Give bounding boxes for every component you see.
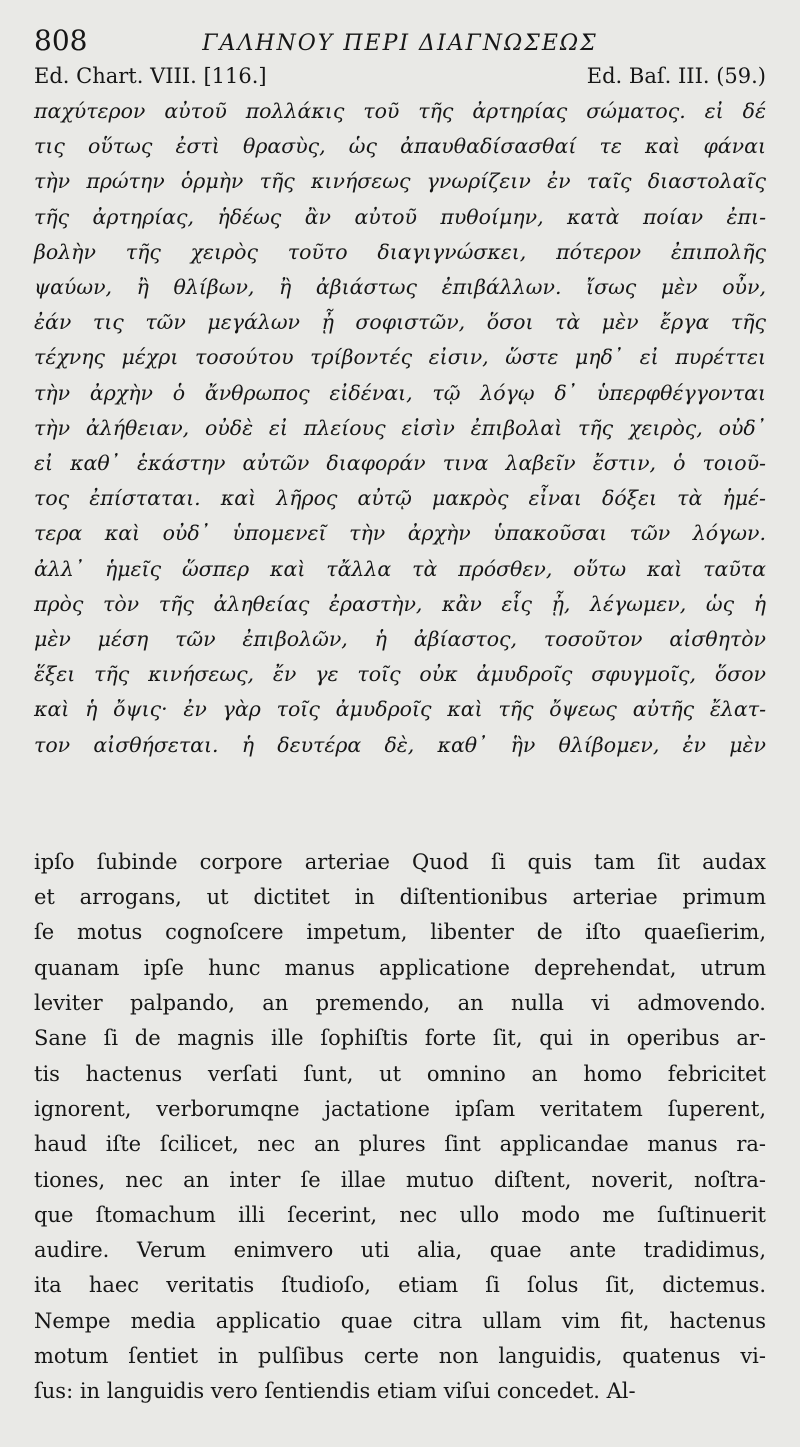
- running-head: [34, 24, 766, 68]
- latin-text-line: quanam ipſe hunc manus applicatione deprehendat, utrum: [34, 955, 766, 980]
- latin-text-line: que ſtomachum illi ſecerint, nec ullo modo me ſuſtinuerit: [34, 1202, 766, 1227]
- greek-text-line: τέχνης μέχρι τοσούτου τρίβοντές εἰσιν, ὥστε μηδ᾽ εἰ πυρέττει: [34, 345, 766, 370]
- greek-text-line: βολὴν τῆς χειρὸς τοῦτο διαγιγνώσκει, πότερον ἐπιπολῆς: [34, 239, 766, 264]
- latin-text-line: ignorent, verborumqne jactatione ipſam veritatem ſuperent,: [34, 1096, 766, 1121]
- greek-text-line: ἐάν τις τῶν μεγάλων ᾖ σοφιστῶν, ὅσοι τὰ μὲν ἔργα τῆς: [34, 310, 766, 335]
- greek-text-line: παχύτερον αὐτοῦ πολλάκις τοῦ τῆς ἀρτηρίας σώματος. εἰ δέ: [34, 99, 766, 123]
- greek-text-line: τον αἰσθήσεται. ἡ δευτέρα δὲ, καθ᾽ ἣν θλίβομεν, ἐν μὲν: [34, 732, 766, 757]
- edition-reference-line: [34, 64, 766, 94]
- latin-text-block: [34, 845, 766, 1410]
- edition-reference-right: Ed. Baſ. III. (59.): [586, 64, 766, 88]
- latin-text-line: haud iſte ſcilicet, nec an plures ſint applicandae manus ra-: [34, 1132, 766, 1157]
- latin-text-line: tis hactenus verſati ſunt, ut omnino an homo febricitet: [34, 1061, 766, 1086]
- greek-text-line: τὴν ἀρχὴν ὁ ἄνθρωπος εἰδέναι, τῷ λόγῳ δ᾽ ὑπερφθέγγονται: [34, 380, 766, 405]
- greek-text-line: ἀλλ᾽ ἡμεῖς ὥσπερ καὶ τἄλλα τὰ πρόσθεν, οὕτω καὶ ταῦτα: [34, 556, 766, 581]
- latin-text-line: ipſo ſubinde corpore arteriae Quod ſi quis tam ſit audax: [34, 849, 766, 874]
- latin-text-line: audire. Verum enimvero uti alia, quae ante tradidimus,: [34, 1238, 766, 1263]
- section-gap: [34, 763, 766, 845]
- greek-text-line: τῆς ἀρτηρίας, ἡδέως ἂν αὐτοῦ πυθοίμην, κατὰ ποίαν ἐπι-: [34, 204, 766, 229]
- latin-text-line: motum ſentiet in pulſibus certe non languidis, quatenus vi-: [34, 1344, 766, 1369]
- greek-text-line: ἕξει τῆς κινήσεως, ἔν γε τοῖς οὐκ ἀμυδροῖς σφυγμοῖς, ὅσον: [34, 662, 766, 687]
- latin-text-line: leviter palpando, an premendo, an nulla vi admovendo.: [34, 991, 766, 1016]
- latin-text-line: et arrogans, ut dictitet in diſtentionibus arteriae primum: [34, 885, 766, 910]
- greek-text-line: τερα καὶ οὐδ᾽ ὑπομενεῖ τὴν ἀρχὴν ὑπακοῦσαι τῶν λόγων.: [34, 521, 766, 546]
- latin-text-line: ſe motus cognoſcere impetum, libenter de iſto quaeſierim,: [34, 920, 766, 945]
- greek-text-line: μὲν μέση τῶν ἐπιβολῶν, ἡ ἀβίαστος, τοσοῦτον αἰσθητὸν: [34, 627, 766, 652]
- latin-text-line: Nempe media applicatio quae citra ullam vim fit, hactenus: [34, 1308, 766, 1333]
- greek-text-block: [34, 94, 766, 763]
- greek-text-line: τος ἐπίσταται. καὶ λῆρος αὐτῷ μακρὸς εἶναι δόξει τὰ ἡμέ-: [34, 486, 766, 511]
- latin-text-line: ſus: in languidis vero ſentiendis etiam viſui concedet. Al-: [34, 1379, 636, 1404]
- edition-reference-left: Ed. Chart. VIII. [116.]: [34, 64, 267, 88]
- page-number: 808: [34, 24, 88, 57]
- greek-text-line: τις οὕτως ἐστὶ θρασὺς, ὡς ἀπαυθαδίσασθαί τε καὶ φάναι: [34, 134, 766, 159]
- latin-text-line: tiones, nec an inter ſe illae mutuo diſtent, noverit, noſtra-: [34, 1167, 766, 1192]
- greek-text-line: πρὸς τὸν τῆς ἀληθείας ἐραστὴν, κἂν εἷς ᾖ, λέγωμεν, ὡς ἡ: [34, 591, 766, 616]
- greek-text-line: ψαύων, ἢ θλίβων, ἢ ἀβιάστως ἐπιβάλλων. ἴσως μὲν οὖν,: [34, 275, 766, 300]
- latin-text-line: Sane ſi de magnis ille ſophiſtis forte ſit, qui in operibus ar-: [34, 1026, 766, 1051]
- greek-text-line: τὴν πρώτην ὁρμὴν τῆς κινήσεως γνωρίζειν ἐν ταῖς διαστολαῖς: [34, 169, 766, 194]
- greek-text-line: τὴν ἀλήθειαν, οὐδὲ εἰ πλείους εἰσὶν ἐπιβολαὶ τῆς χειρὸς, οὐδ᾽: [34, 415, 766, 440]
- running-title: ΓΑΛΗΝΟΥ ΠΕΡΙ ΔΙΑΓΝΩΣΕΩΣ: [202, 31, 598, 56]
- greek-text-line: εἰ καθ᾽ ἑκάστην αὐτῶν διαφοράν τινα λαβεῖν ἔστιν, ὁ τοιοῦ-: [34, 451, 766, 476]
- greek-text-line: καὶ ἡ ὄψις· ἐν γὰρ τοῖς ἀμυδροῖς καὶ τῆς ὄψεως αὐτῆς ἔλατ-: [34, 697, 766, 722]
- latin-text-line: ita haec veritatis ſtudioſo, etiam ſi ſolus ſit, dictemus.: [34, 1273, 766, 1298]
